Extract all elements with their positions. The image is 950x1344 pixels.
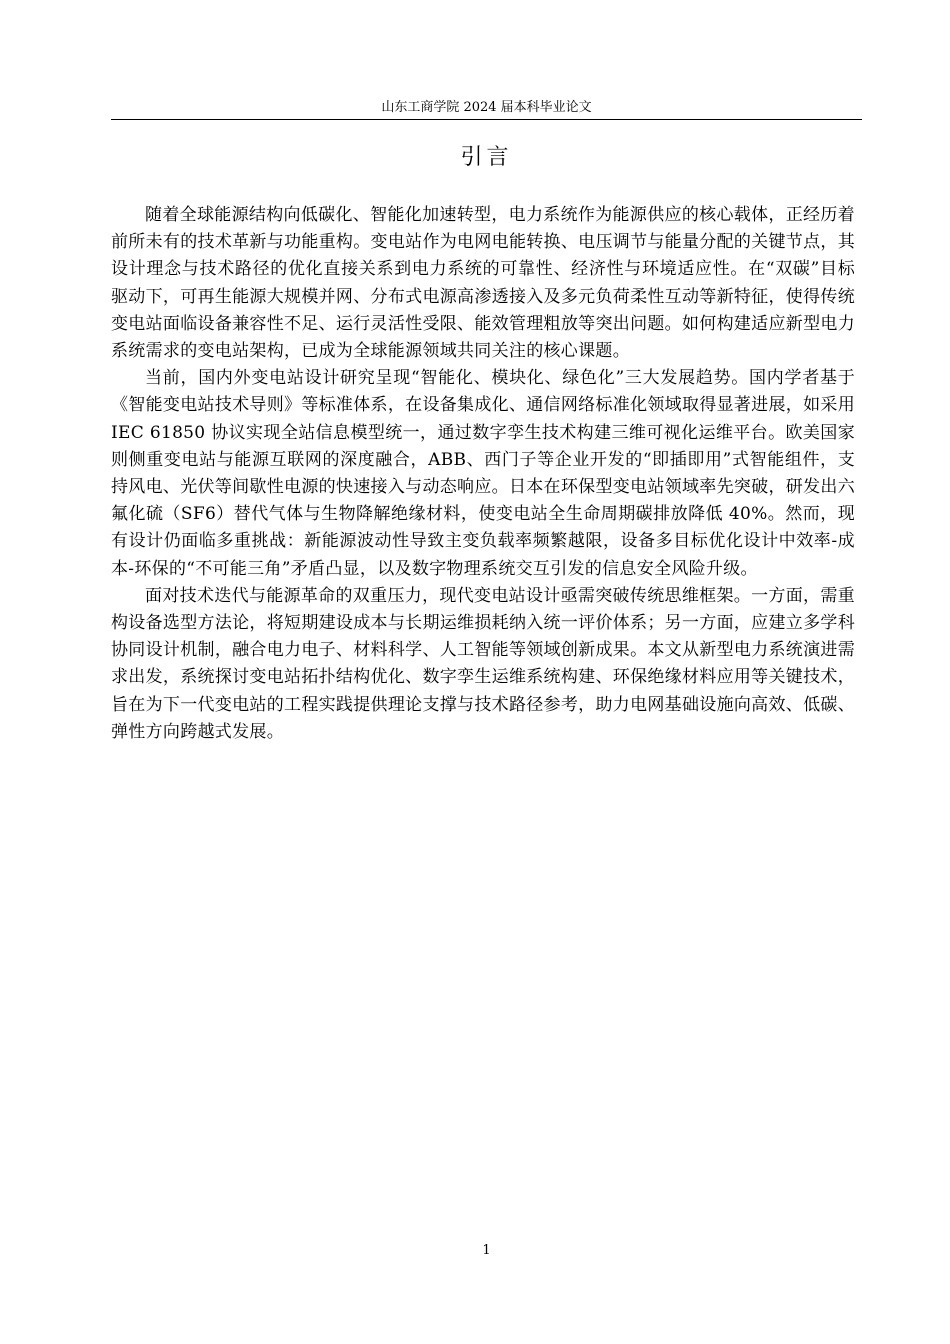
paragraph-2: 当前，国内外变电站设计研究呈现“智能化、模块化、绿色化”三大发展趋势。国内学者基于《智能变电站技术导则》等标准体系，在设备集成化、通信网络标准化领域取得显著进展，如采用 IEC 61850 协议实现全站信息模型统一，通过数字孪生技术构建三维可视化运维平台。欧美国家则侧重变电站与能源互联网的深度融合，ABB、西门子等企业开发的“即插即用”式智能组件，支持风电、光伏等间歇性电源的快速接入与动态响应。日本在环保型变电站领域率先突破，研发出六氟化硫（SF6）替代气体与生物降解绝缘材料，使变电站全生命周期碳排放降低 40%。然而，现有设计仍面临多重挑战：新能源波动性导致主变负载率频繁越限，设备多目标优化设计中效率-成本-环保的“不可能三角”矛盾凸显，以及数字物理系统交互引发的信息安全风险升级。 xyxy=(111,368,855,579)
page-number: 1 xyxy=(482,1243,491,1258)
page-title: 引言 xyxy=(460,145,513,170)
body-text xyxy=(111,202,855,746)
running-header: 山东工商学院 2024 届本科毕业论文 xyxy=(381,100,592,115)
paragraph-3: 面对技术迭代与能源革命的双重压力，现代变电站设计亟需突破传统思维框架。一方面，需重构设备选型方法论，将短期建设成本与长期运维损耗纳入统一评价体系；另一方面，应建立多学科协同设计机制，融合电力电子、材料科学、人工智能等领域创新成果。本文从新型电力系统演进需求出发，系统探讨变电站拓扑结构优化、数字孪生运维系统构建、环保绝缘材料应用等关键技术，旨在为下一代变电站的工程实践提供理论支撑与技术路径参考，助力电网基础设施向高效、低碳、弹性方向跨越式发展。 xyxy=(111,585,855,742)
header-rule xyxy=(111,119,862,120)
paragraph-1: 随着全球能源结构向低碳化、智能化加速转型，电力系统作为能源供应的核心载体，正经历着前所未有的技术革新与功能重构。变电站作为电网电能转换、电压调节与能量分配的关键节点，其设计理念与技术路径的优化直接关系到电力系统的可靠性、经济性与环境适应性。在“双碳”目标驱动下，可再生能源大规模并网、分布式电源高渗透接入及多元负荷柔性互动等新特征，使得传统变电站面临设备兼容性不足、运行灵活性受限、能效管理粗放等突出问题。如何构建适应新型电力系统需求的变电站架构，已成为全球能源领域共同关注的核心课题。 xyxy=(111,205,855,362)
